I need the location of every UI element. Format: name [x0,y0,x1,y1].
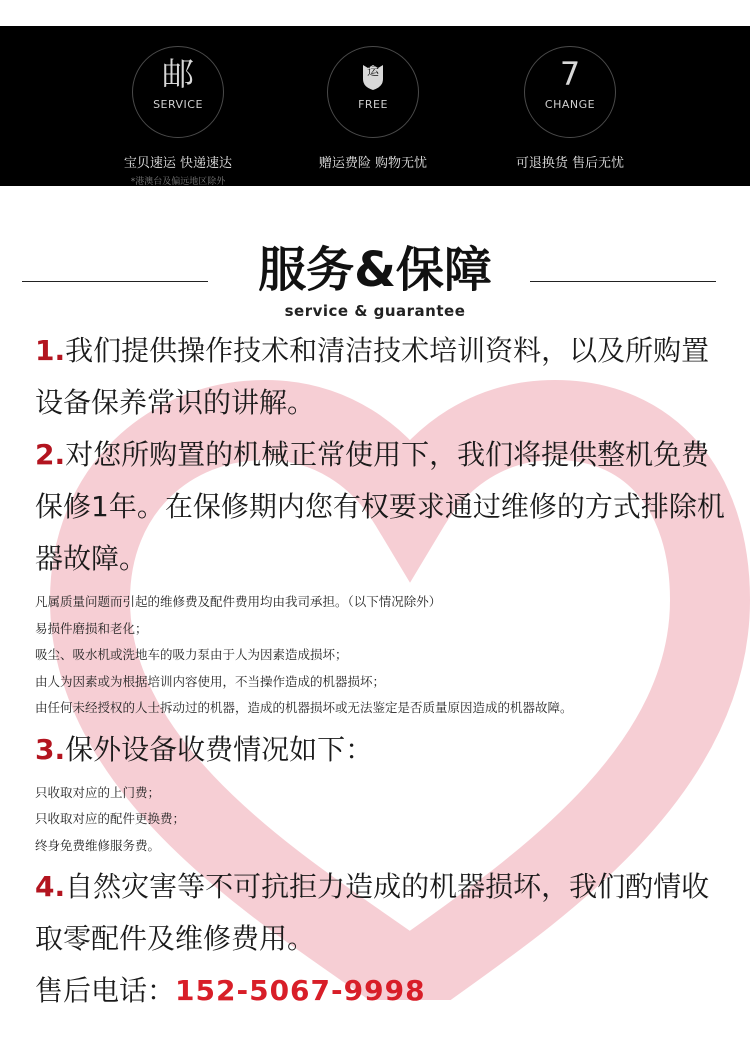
item-3 [35,724,725,776]
item-3-details [35,780,725,860]
mail-icon: 邮 [161,55,194,93]
item-number: 2. [35,438,66,471]
badge-caption: 可退换货 售后无忧 [515,156,625,171]
item-number: 4. [35,870,66,903]
badge-caption: 赠运费险 购物无忧 [318,156,428,171]
badge-sub: CHANGE [544,98,596,111]
phone-number[interactable]: 152-5067-9998 [175,974,426,1007]
badge-caption: 宝贝速运 快递速达 [123,156,233,171]
service-content [35,325,725,1017]
after-sales-phone [35,965,725,1017]
item-text: 自然灾害等不可抗拒力造成的机器损坏，我们酌情收取零配件及维修费用。 [35,870,710,955]
item-2-details [35,589,725,722]
seven-day-icon: 7 [559,55,581,93]
detail-line: 易损件磨损和老化； [35,620,148,636]
item-number: 3. [35,732,66,766]
item-4 [35,861,725,965]
detail-line: 终身免费维修服务费。 [35,837,161,853]
badge-service [78,36,278,186]
badge-note: *港澳台及偏远地区除外 [130,177,226,187]
page-title: 服务&保障 [258,242,492,298]
phone-label: 售后电话： [35,974,176,1007]
item-1 [35,325,725,429]
item-number: 1. [35,334,66,367]
free-glyph: 运 [366,64,379,78]
badge-change [470,36,670,186]
detail-line: 只收取对应的上门费； [35,784,161,800]
item-text: 对您所购置的机械正常使用下，我们将提供整机免费保修1年。在保修期内您有权要求通过维修的方式排除机器故障。 [35,438,725,575]
item-2 [35,429,725,585]
badge-sub: SERVICE [153,98,203,111]
detail-line: 吸尘、吸水机或洗地车的吸力泵由于人为因素造成损坏； [35,647,348,662]
detail-line: 只收取对应的配件更换费； [35,811,186,826]
badge-free [273,36,473,186]
page-subtitle: service & guarantee [284,302,466,320]
item-text: 我们提供操作技术和清洁技术培训资料，以及所购置设备保养常识的讲解。 [35,334,710,419]
item-text: 保外设备收费情况如下： [65,732,374,766]
detail-line: 由人为因素或为根据培训内容使用，不当操作造成的机器损坏； [35,673,386,689]
badge-sub: FREE [358,98,388,111]
detail-line: 凡属质量问题而引起的维修费及配件费用均由我司承担。（以下情况除外） [35,594,442,609]
detail-line: 由任何未经授权的人士拆动过的机器，造成的机器损坏或无法鉴定是否质量原因造成的机器故障。 [35,700,573,715]
service-banner [0,26,750,186]
